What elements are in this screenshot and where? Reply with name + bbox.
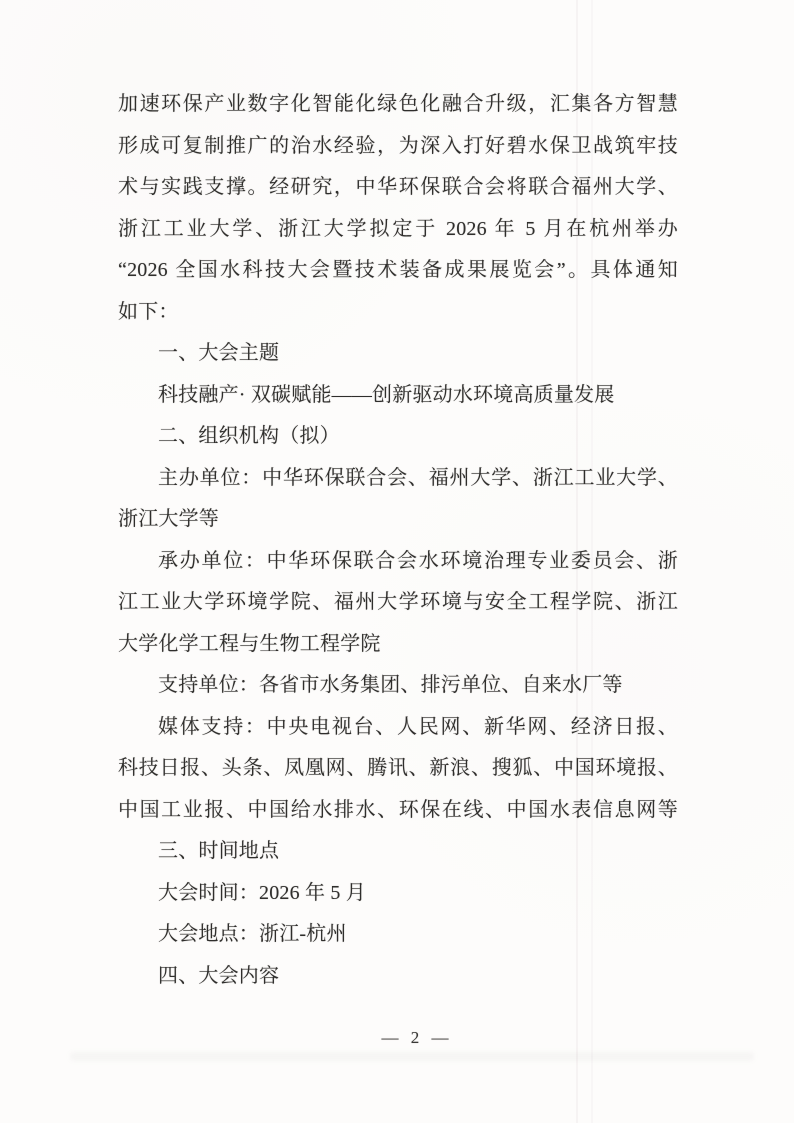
- scan-artifact-smudge: [70, 1052, 754, 1061]
- heading-section-1-theme: 一、大会主题: [158, 342, 280, 364]
- body-line: “2026 全国水科技大会暨技术装备成果展览会”。具体通知: [118, 259, 678, 281]
- body-line: 浙江工业大学、浙江大学拟定于 2026 年 5 月在杭州举办: [118, 217, 678, 240]
- organizer-units-line: 承办单位：中华环保联合会水环境治理专业委员会、浙: [158, 549, 678, 572]
- body-line: 如下：: [118, 300, 179, 323]
- host-units-line: 主办单位：中华环保联合会、福州大学、浙江工业大学、: [158, 466, 678, 489]
- heading-section-2-organization: 二、组织机构（拟）: [158, 425, 340, 447]
- media-support-line: 媒体支持：中央电视台、人民网、新华网、经济日报、: [158, 715, 678, 738]
- support-units-line: 支持单位：各省市水务集团、排污单位、自来水厂等: [158, 674, 623, 696]
- heading-section-3-time-place: 三、时间地点: [158, 840, 280, 862]
- organizer-units-line: 大学化学工程与生物工程学院: [118, 632, 381, 655]
- heading-section-4-content: 四、大会内容: [158, 964, 280, 987]
- body-line: 形成可复制推广的治水经验，为深入打好碧水保卫战筑牢技: [118, 134, 678, 157]
- conference-time-line: 大会时间：2026 年 5 月: [158, 881, 366, 904]
- page-number: — 2 —: [381, 1028, 449, 1047]
- media-support-line: 科技日报、头条、凤凰网、腾讯、新浪、搜狐、中国环境报、: [118, 757, 678, 779]
- host-units-line: 浙江大学等: [118, 508, 219, 530]
- conference-theme-line: 科技融产· 双碳赋能——创新驱动水环境高质量发展: [158, 383, 615, 406]
- body-line: 术与实践支撑。经研究，中华环保联合会将联合福州大学、: [118, 176, 678, 198]
- conference-venue-line: 大会地点：浙江-杭州: [158, 923, 347, 945]
- media-support-line: 中国工业报、中国给水排水、环保在线、中国水表信息网等: [118, 798, 678, 821]
- organizer-units-line: 江工业大学环境学院、福州大学环境与安全工程学院、浙江: [118, 591, 678, 613]
- document-body: [118, 84, 678, 997]
- body-line: 加速环保产业数字化智能化绿色化融合升级，汇集各方智慧: [118, 93, 678, 115]
